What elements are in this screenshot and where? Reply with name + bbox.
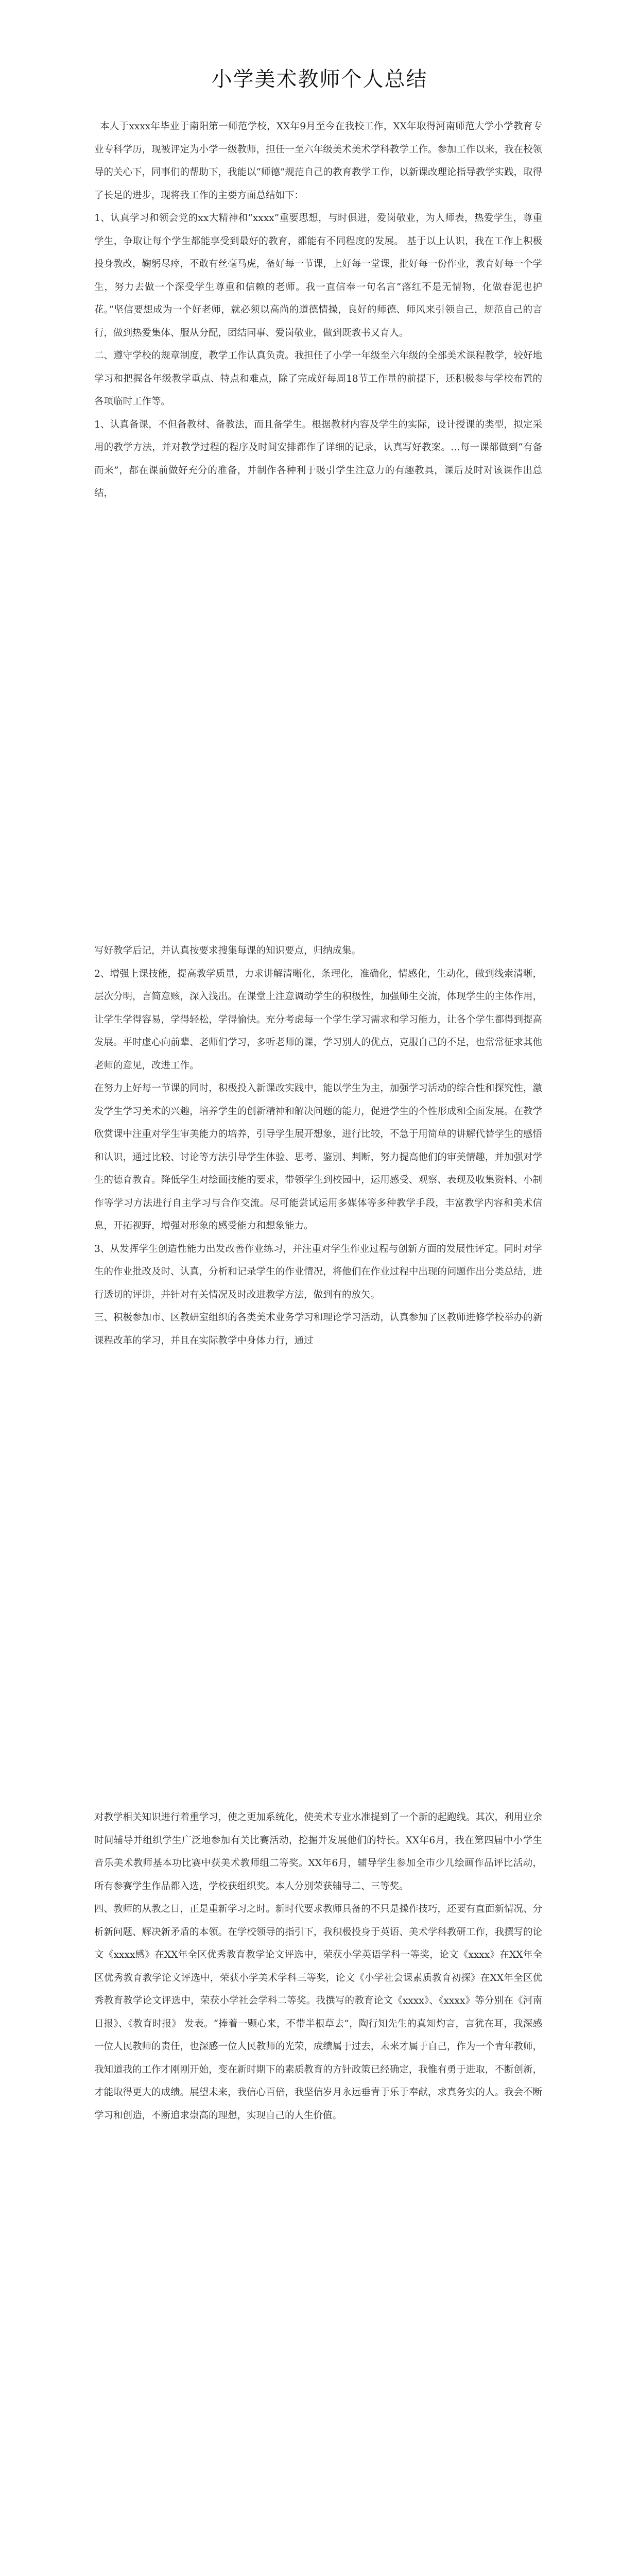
- body-text-section-3: [94, 1806, 542, 2127]
- paragraph-curriculum-reform: 在努力上好每一节课的同时，积极投入新课改实践中，能以学生为主，加强学习活动的综合性和探究性，激发学生学习美术的兴趣，培养学生的创新精神和解决问题的能力，促进学生的个性形成和全面发展。在教学欣赏课中注重对学生审美能力的培养，引导学生展开想象，进行比较，不急于用简单的讲解代替学生的感悟和认识，通过比较、讨论等方法引导学生体验、思考、鉴别、判断，努力提高他们的审美情趣，并加强对学生的德育教育。降低学生对绘画技能的要求，带领学生到校园中，运用感受、观察、表现及收集资料、小制作等学习方法进行自主学习与合作交流。尽可能尝试运用多媒体等多种教学手段，丰富教学内容和美术信息，开拓视野，增强对形象的感受能力和想象能力。: [94, 1083, 542, 1231]
- paragraph-research-outlook: 四、教师的从教之日，正是重新学习之时。新时代要求教师具备的不只是操作技巧，还要有直面新情况、分析新问题、解决新矛盾的本领。在学校领导的指引下，我积极投身于英语、美术学科教研工作，我撰写的论文《xxxx感》在XX年全区优秀教育教学论文评选中，荣获小学英语学科一等奖，论文《xxxx》在XX年全区优秀教育教学论文评选中，荣获小学美术学科三等奖，论文《小学社会课素质教育初探》在XX年全区优秀教育教学论文评选中，荣获小学社会学科二等奖。我撰写的教育论文《xxxx》、《xxxx》等分别在《河南日报》、《教育时报》 发表。“捧着一颗心来，不带半根草去”，陶行知先生的真知灼言，言犹在耳，我深感一位人民教师的责任，也深感一位人民教师的光荣，成绩属于过去，未来才属于自己，作为一个青年教师，我知道我的工作才刚刚开始，变在新时期下的素质教育的方针政策已经确定，我惟有勇于进取，不断创新，才能取得更大的成绩。展望未来，我信心百倍，我坚信岁月永远垂青于乐于奉献，求真务实的人。我会不断学习和创造，不断追求崇高的理想，实现自己的人生价值。: [94, 1904, 542, 2121]
- body-text-section-1: [94, 115, 542, 505]
- paragraph-competitions: 对教学相关知识进行着重学习，使之更加系统化，使美术专业水准提到了一个新的起跑线。其次，利用业余时间辅导并组织学生广泛地参加有关比赛活动，挖掘并发展他们的特长。XX年6月，我在第四届中小学生音乐美术教师基本功比赛中获美术教师组二等奖。XX年6月，辅导学生参加全市少儿绘画作品评比活动，所有参赛学生作品都入选，学校获组织奖。本人分别荣获辅导二、三等奖。: [94, 1812, 542, 1892]
- paragraph-lesson-notes: 写好教学后记，并认真按要求搜集每课的知识要点，归纳成集。: [94, 945, 361, 956]
- body-text-section-2: [94, 940, 542, 1352]
- paragraph-classroom-skills: 2、增强上课技能，提高教学质量，力求讲解清晰化，条理化，准确化，情感化，生动化，做到线索清晰，层次分明，言简意赅，深入浅出。在课堂上注意调动学生的积极性，加强师生交流，体现学生的主体作用，让学生学得容易，学得轻松，学得愉快。充分考虑每一个学生学习需求和学习能力，让各个学生都得到提高发展。平时虚心向前辈、老师们学习，多听老师的课，学习别人的优点，克服自己的不足，也常常征求其他老师的意见，改进工作。: [94, 968, 542, 1071]
- paragraph-homework-evaluation: 3、从发挥学生创造性能力出发改善作业练习，并注重对学生作业过程与创新方面的发展性评定。同时对学生的作业批改及时、认真，分析和记录学生的作业情况，将他们在作业过程中出现的问题作出分类总结，进行透切的评讲，并针对有关情况及时改进教学方法，做到有的放矢。: [94, 1243, 542, 1300]
- paragraph-rules-teaching: 二、遵守学校的规章制度，教学工作认真负责。我担任了小学一年级至六年级的全部美术课程教学，较好地学习和把握各年级教学重点、特点和难点，除了完成好每周18节工作量的前提下，还积极参与学校布置的各项临时工作等。: [94, 350, 542, 407]
- paragraph-study-ethics: 1、认真学习和领会党的xx大精神和“xxxx”重要思想，与时俱进，爱岗敬业，为人师表，热爱学生，尊重学生，争取让每个学生都能享受到最好的教育，都能有不同程度的发展。 基于以上认识，我在工作上积极投身教改，鞠躬尽瘁，不敢有丝毫马虎，备好每一节课，上好每一堂课，批好每一份作业，教育好每一个学生，努力去做一个深受学生尊重和信赖的老师。我一直信奉一句名言“落红不是无情物，化做春泥也护花。”坚信要想成为一个好老师，就必须以高尚的道德情操，良好的师德、师风来引领自己，规范自己的言行，做到热爱集体、服从分配，团结同事、爱岗敬业，做到既教书又育人。: [94, 213, 542, 338]
- page-title: 小学美术教师个人总结: [211, 67, 428, 91]
- paragraph-professional-study: 三、积极参加市、区教研室组织的各类美术业务学习和理论学习活动，认真参加了区教师进修学校举办的新课程改革的学习，并且在实际教学中身体力行，通过: [94, 1312, 542, 1346]
- intro-paragraph: 本人于xxxx年毕业于南阳第一师范学校，XX年9月至今在我校工作，XX年取得河南师范大学小学教育专业专科学历，现被评定为小学一级教师，担任一至六年级美术美术学科教学工作。参加工作以来，我在校领导的关心下，同事们的帮助下，我能以“师德”规范自己的教育教学工作，以新课改理论指导教学实践，取得了长足的进步，现将我工作的主要方面总结如下：: [94, 121, 542, 201]
- paragraph-lesson-preparation: 1、认真备课，不但备教材、备教法，而且备学生。根据教材内容及学生的实际，设计授课的类型，拟定采用的教学方法，并对教学过程的程序及时间安排都作了详细的记录，认真写好教案。…每一课都做到“有备而来”，都在课前做好充分的准备，并制作各种利于吸引学生注意力的有趣教具，课后及时对该课作出总结，: [94, 419, 542, 499]
